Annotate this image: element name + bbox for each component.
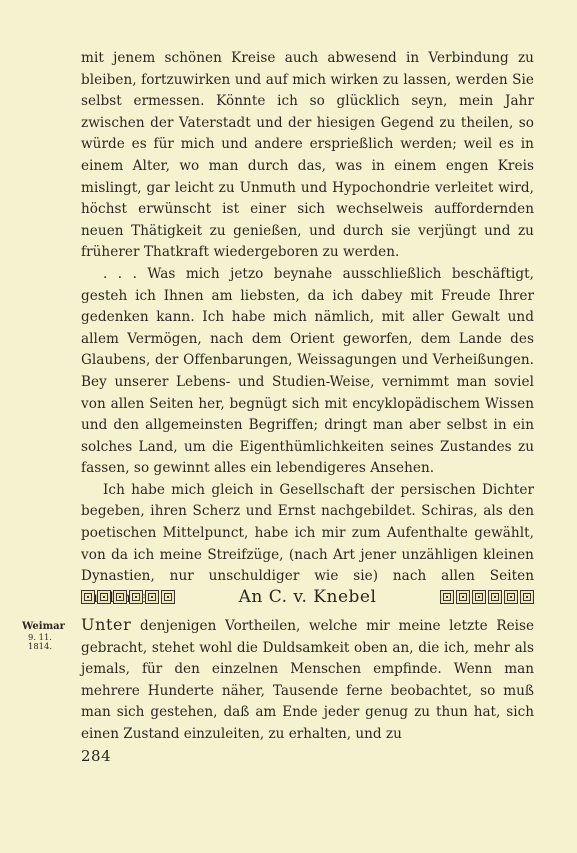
- ornament-square-icon: [456, 590, 470, 604]
- paragraph-1: mit jenem schönen Kreise auch abwesend in Verbindung zu bleiben, fortzuwirken und auf mich wirken zu lassen, werden Sie selbst ermessen. Könnte ich so glücklich seyn, mein Jahr zwischen der Vaterstadt und der hiesigen Gegend zu theilen, so würde es für mich und andere ersprießlich werden; weil es in einem Alter, wo man durch das, was in einem engen Kreis mislingt, gar leicht zu Unmuth und Hypochondrie verleitet wird, höchst erwünscht ist einer sich wechselweis auffordernden neuen Thätigkeit zu genießen, und durch sie verjüngt und zu früherer Thatkraft wiedergeboren zu werden.: [81, 50, 534, 261]
- letter-paragraph: [81, 614, 534, 746]
- margin-date-day: 9. 11.: [28, 631, 52, 642]
- letter-body: denjenigen Vortheilen, welche mir meine letzte Reise gebracht, stehet wohl die Duldsamkeit oben an, die ich, mehr als jemals, für den einzelnen Menschen empfinde. Wenn man mehrere Hunderte näher, Tausende ferne beobachtet, so muß man sich gestehen, daß am Ende jeder genug zu thun hat, sich einen Zustand einzuleiten, zu erhalten, und zu: [81, 618, 534, 742]
- paragraph-3: Ich habe mich gleich in Gesellschaft der persischen Dichter begeben, ihren Scherz und Ernst nachgebildet. Schiras, als den poetischen Mittelpunct, habe ich mir zum Aufenthalte gewählt, von da ich meine Streifzüge, (nach Art jener unzähligen kleinen Dynastien, nur unschuldiger wie sie) nach allen Seiten: [81, 481, 534, 585]
- ornament-square-icon: [81, 590, 95, 604]
- ornament-square-icon: [472, 590, 486, 604]
- letter-lead-word: Unter: [81, 615, 132, 634]
- ornament-right: [440, 590, 534, 604]
- main-text: [81, 48, 534, 609]
- ornament-square-icon: [129, 590, 143, 604]
- ornament-left: [81, 590, 175, 604]
- ornament-square-icon: [97, 590, 111, 604]
- margin-date-year: 1814.: [28, 641, 52, 651]
- ornament-square-icon: [113, 590, 127, 604]
- heading-title: An C. v. Knebel: [238, 587, 377, 607]
- ornament-square-icon: [145, 590, 159, 604]
- page-number: 284: [81, 747, 112, 765]
- ornament-square-icon: [488, 590, 502, 604]
- margin-note: [22, 622, 76, 652]
- ornament-square-icon: [520, 590, 534, 604]
- margin-place: Weimar: [22, 621, 65, 632]
- ornament-square-icon: [440, 590, 454, 604]
- ornament-square-icon: [504, 590, 518, 604]
- letter-text: [81, 614, 534, 746]
- paragraph-2: . . . Was mich jetzo beynahe ausschließlich beschäftigt, gesteh ich Ihnen am liebsten, da ich dabey mit Freude Ihrer gedenken kann. Ich habe mich nämlich, mit aller Gewalt und allem Vermögen, nach dem Orient geworfen, dem Lande des Glaubens, der Offenbarungen, Weissagungen und Verheißungen. Bey unserer Lebens- und Studien-Weise, vernimmt man soviel von allen Seiten her, begnügt sich mit encyklopädischem Wissen und den allgemeinsten Begriffen; dringt man aber selbst in ein solches Land, um die Eigenthümlichkeiten seines Zustandes zu fassen, so gewinnt alles ein lebendigeres Ansehen.: [81, 265, 534, 477]
- ornament-square-icon: [161, 590, 175, 604]
- letter-heading: [81, 585, 534, 609]
